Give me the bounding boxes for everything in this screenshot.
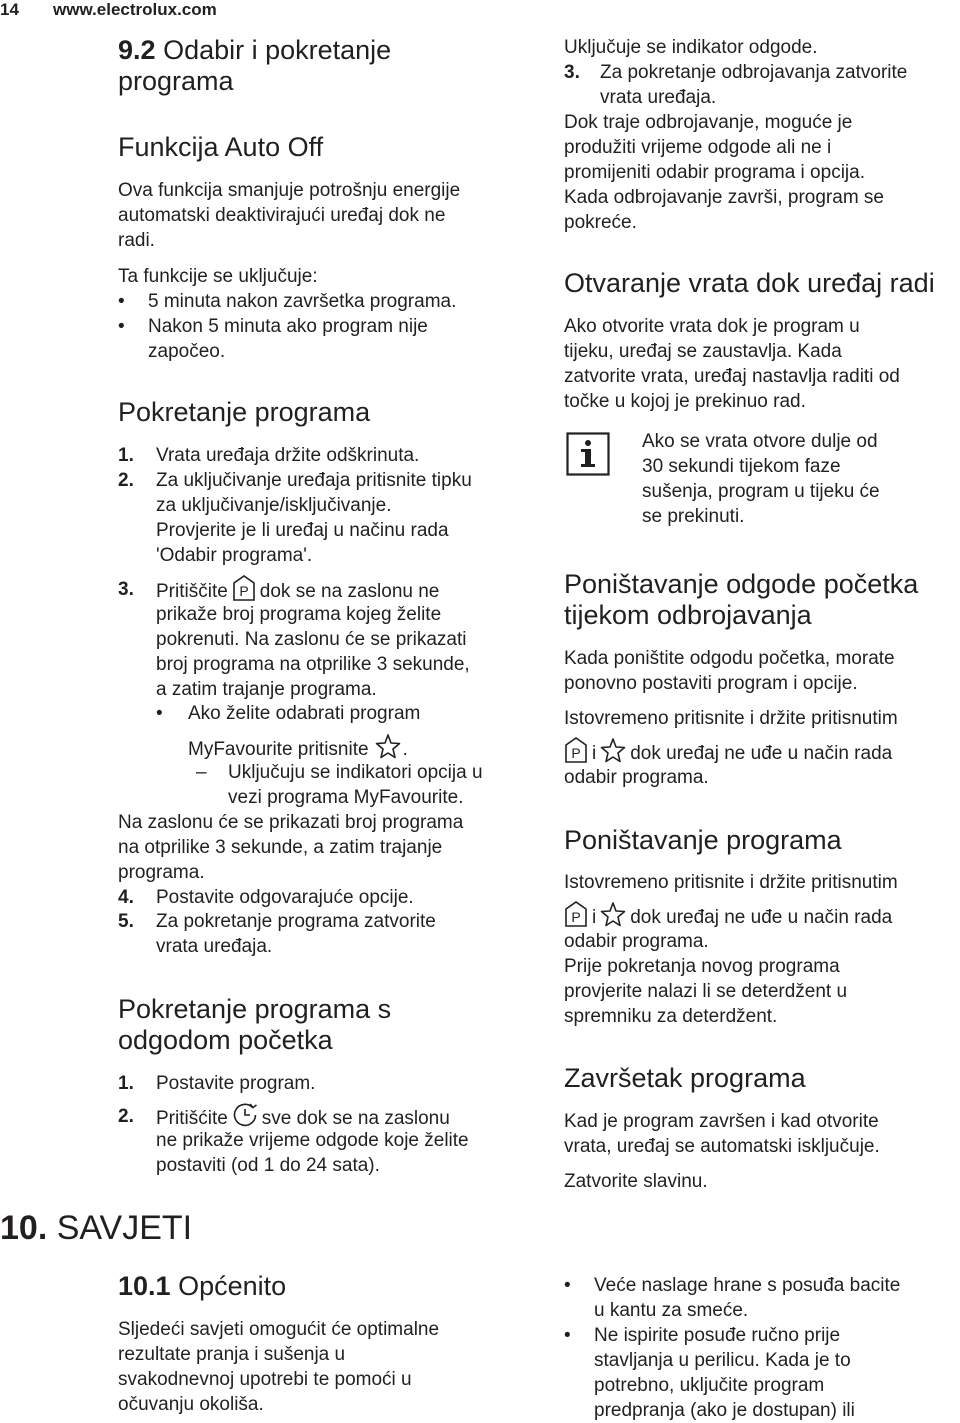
step-number: 3. — [118, 579, 134, 600]
program-end-heading: Završetak programa — [564, 1063, 806, 1093]
bullet-mark: • — [118, 291, 125, 312]
step-text: 'Odabir programa'. — [156, 545, 313, 566]
paragraph-line: promijeniti odabir programa i opcija. — [564, 162, 865, 183]
step-text: Postavite odgovarajuće opcije. — [156, 887, 414, 908]
page-number: 14 — [0, 0, 19, 19]
paragraph-line: Uključuje se indikator odgode. — [564, 37, 818, 58]
step-text: a zatim trajanje programa. — [156, 679, 377, 700]
paragraph-line: Ova funkcija smanjuje potrošnju energije — [118, 180, 461, 201]
section-10-1-heading: 10.1 Općenito — [118, 1271, 287, 1301]
paragraph-line: spremniku za deterdžent. — [564, 1006, 778, 1027]
paragraph-line: provjerite nalazi li se deterdžent u — [564, 981, 848, 1002]
myfavourite-star-icon — [375, 733, 401, 759]
step-number: 3. — [564, 62, 580, 83]
section-9-2-title-cont: programa — [118, 66, 234, 96]
start-program-heading: Pokretanje programa — [118, 397, 371, 427]
paragraph-line: pokreće. — [564, 212, 637, 233]
svg-text:P: P — [239, 583, 249, 599]
program-button-icon — [564, 737, 588, 763]
info-icon — [566, 432, 610, 481]
info-text: Ako se vrata otvore dulje od — [642, 431, 878, 452]
paragraph-line: produžiti vrijeme odgode ali ne i — [564, 137, 832, 158]
bullet-mark: • — [156, 703, 163, 724]
bullet-text: stavljanja u perilicu. Kada je to — [594, 1350, 851, 1371]
bullet-text: 5 minuta nakon završetka programa. — [148, 291, 457, 312]
program-button-icon — [564, 901, 588, 927]
paragraph-line: automatski deaktivirajući uređaj dok ne — [118, 205, 446, 226]
step-number: 1. — [118, 445, 134, 466]
paragraph-line: vrata, uređaj se automatski isključuje. — [564, 1136, 880, 1157]
bullet-mark: • — [564, 1325, 571, 1346]
icon-combo-line: P i dok uređaj ne uđe u način rada — [560, 901, 892, 930]
paragraph-line: Dok traje odbrojavanje, moguće je — [564, 112, 853, 133]
bullet-text: Veće naslage hrane s posuđa bacite — [594, 1275, 901, 1296]
step-text: ne prikaže vrijeme odgode koje želite — [156, 1130, 469, 1151]
bullet-text: u kantu za smeće. — [594, 1300, 749, 1321]
program-button-icon — [232, 575, 256, 601]
step-text: Provjerite je li uređaj u načinu rada — [156, 520, 449, 541]
paragraph-line: očuvanju okoliša. — [118, 1394, 264, 1415]
paragraph-line: Kada odbrojavanje završi, program se — [564, 187, 885, 208]
dash-mark: – — [196, 762, 207, 783]
icon-combo-line: P i dok uređaj ne uđe u način rada — [560, 737, 892, 766]
step-text: Za pokretanje programa zatvorite — [156, 911, 436, 932]
step-number: 4. — [118, 887, 134, 908]
paragraph-line: Kada poništite odgodu početka, morate — [564, 648, 895, 669]
step-text: vrata uređaja. — [600, 87, 717, 108]
bullet-mark: • — [564, 1275, 571, 1296]
paragraph-line: programa. — [118, 862, 205, 883]
section-9-2-title: 9.2 Odabir i pokretanje — [118, 35, 392, 65]
bullet-text: predpranja (ako je dostupan) ili — [594, 1400, 855, 1421]
site-url: www.electrolux.com — [53, 0, 217, 19]
info-text: 30 sekundi tijekom faze — [642, 456, 841, 477]
cancel-delay-heading: Poništavanje odgode početka — [564, 569, 919, 599]
delay-start-icon — [232, 1102, 258, 1128]
step-text: broj programa na otprilike 3 sekunde, — [156, 654, 470, 675]
bullet-text: Ne ispirite posuđe ručno prije — [594, 1325, 841, 1346]
bullet-text: Nakon 5 minuta ako program nije — [148, 316, 428, 337]
step-text: Za pokretanje odbrojavanja zatvorite — [600, 62, 908, 83]
step-number: 1. — [118, 1073, 134, 1094]
step-number: 2. — [118, 470, 134, 491]
step-text: Za uključivanje uređaja pritisnite tipku — [156, 470, 472, 491]
svg-text:P: P — [571, 909, 581, 925]
step-number: 5. — [118, 911, 134, 932]
info-text: se prekinuti. — [642, 506, 745, 527]
step-text: prikaže broj programa kojeg želite — [156, 604, 442, 625]
paragraph-line: Ako otvorite vrata dok je program u — [564, 316, 860, 337]
svg-text:P: P — [571, 745, 581, 761]
paragraph-line: ponovno postaviti program i opcije. — [564, 673, 858, 694]
step-text: postaviti (od 1 do 24 sata). — [156, 1155, 380, 1176]
paragraph-line: rezultate pranja i sušenja u — [118, 1344, 346, 1365]
paragraph-line: Istovremeno pritisnite i držite pritisnutim — [564, 708, 898, 729]
step-number: 2. — [118, 1106, 134, 1127]
cancel-delay-heading-cont: tijekom odbrojavanja — [564, 600, 812, 630]
bullet-text: Ako želite odabrati program — [188, 703, 421, 724]
info-text: sušenja, program u tijeku će — [642, 481, 880, 502]
delay-start-heading: Pokretanje programa s — [118, 994, 392, 1024]
bullet-text: započeo. — [148, 341, 226, 362]
paragraph-line: tijeku, uređaj se zaustavlja. Kada — [564, 341, 842, 362]
myfavourite-star-icon — [600, 901, 626, 927]
bullet-text: potrebno, uključite program — [594, 1375, 825, 1396]
step-text: Postavite program. — [156, 1073, 316, 1094]
paragraph-line: Ta funkcije se uključuje: — [118, 266, 318, 287]
step-3-first-line: Pritiščite P dok se na zaslonu ne — [156, 575, 439, 604]
cancel-program-heading: Poništavanje programa — [564, 825, 842, 855]
paragraph-line: odabir programa. — [564, 931, 709, 952]
dash-text: Uključuju se indikatori opcija u — [228, 762, 483, 783]
myfavourite-star-icon — [600, 737, 626, 763]
paragraph-line: na otprilike 3 sekunde, a zatim trajanje — [118, 837, 443, 858]
delay-start-heading-cont: odgodom početka — [118, 1025, 333, 1055]
paragraph-line: Zatvorite slavinu. — [564, 1171, 708, 1192]
paragraph-line: svakodnevnoj upotrebi te pomoći u — [118, 1369, 412, 1390]
delay-step-2-line: Pritišćite sve dok se na zaslonu — [156, 1102, 450, 1131]
paragraph-line: Istovremeno pritisnite i držite pritisnutim — [564, 872, 898, 893]
auto-off-heading: Funkcija Auto Off — [118, 132, 324, 162]
bullet-mark: • — [118, 316, 125, 337]
paragraph-line: radi. — [118, 230, 155, 251]
dash-text: vezi programa MyFavourite. — [228, 787, 464, 808]
door-open-heading: Otvaranje vrata dok uređaj radi — [564, 268, 935, 298]
step-text: Vrata uređaja držite odškrinuta. — [156, 445, 420, 466]
step-text: vrata uređaja. — [156, 936, 273, 957]
paragraph-line: odabir programa. — [564, 767, 709, 788]
step-text: za uključivanje/isključivanje. — [156, 495, 392, 516]
paragraph-line: zatvorite vrata, uređaj nastavlja raditi od — [564, 366, 900, 387]
paragraph-line: Prije pokretanja novog programa — [564, 956, 840, 977]
myfavourite-line: MyFavourite pritisnite . — [188, 733, 408, 762]
paragraph-line: Na zaslonu će se prikazati broj programa — [118, 812, 464, 833]
chapter-10-heading: 10. SAVJETI — [0, 1209, 193, 1247]
paragraph-line: Sljedeći savjeti omogućit će optimalne — [118, 1319, 440, 1340]
paragraph-line: Kad je program završen i kad otvorite — [564, 1111, 879, 1132]
paragraph-line: točke u kojoj je prekinuo rad. — [564, 391, 806, 412]
step-text: pokrenuti. Na zaslonu će se prikazati — [156, 629, 467, 650]
